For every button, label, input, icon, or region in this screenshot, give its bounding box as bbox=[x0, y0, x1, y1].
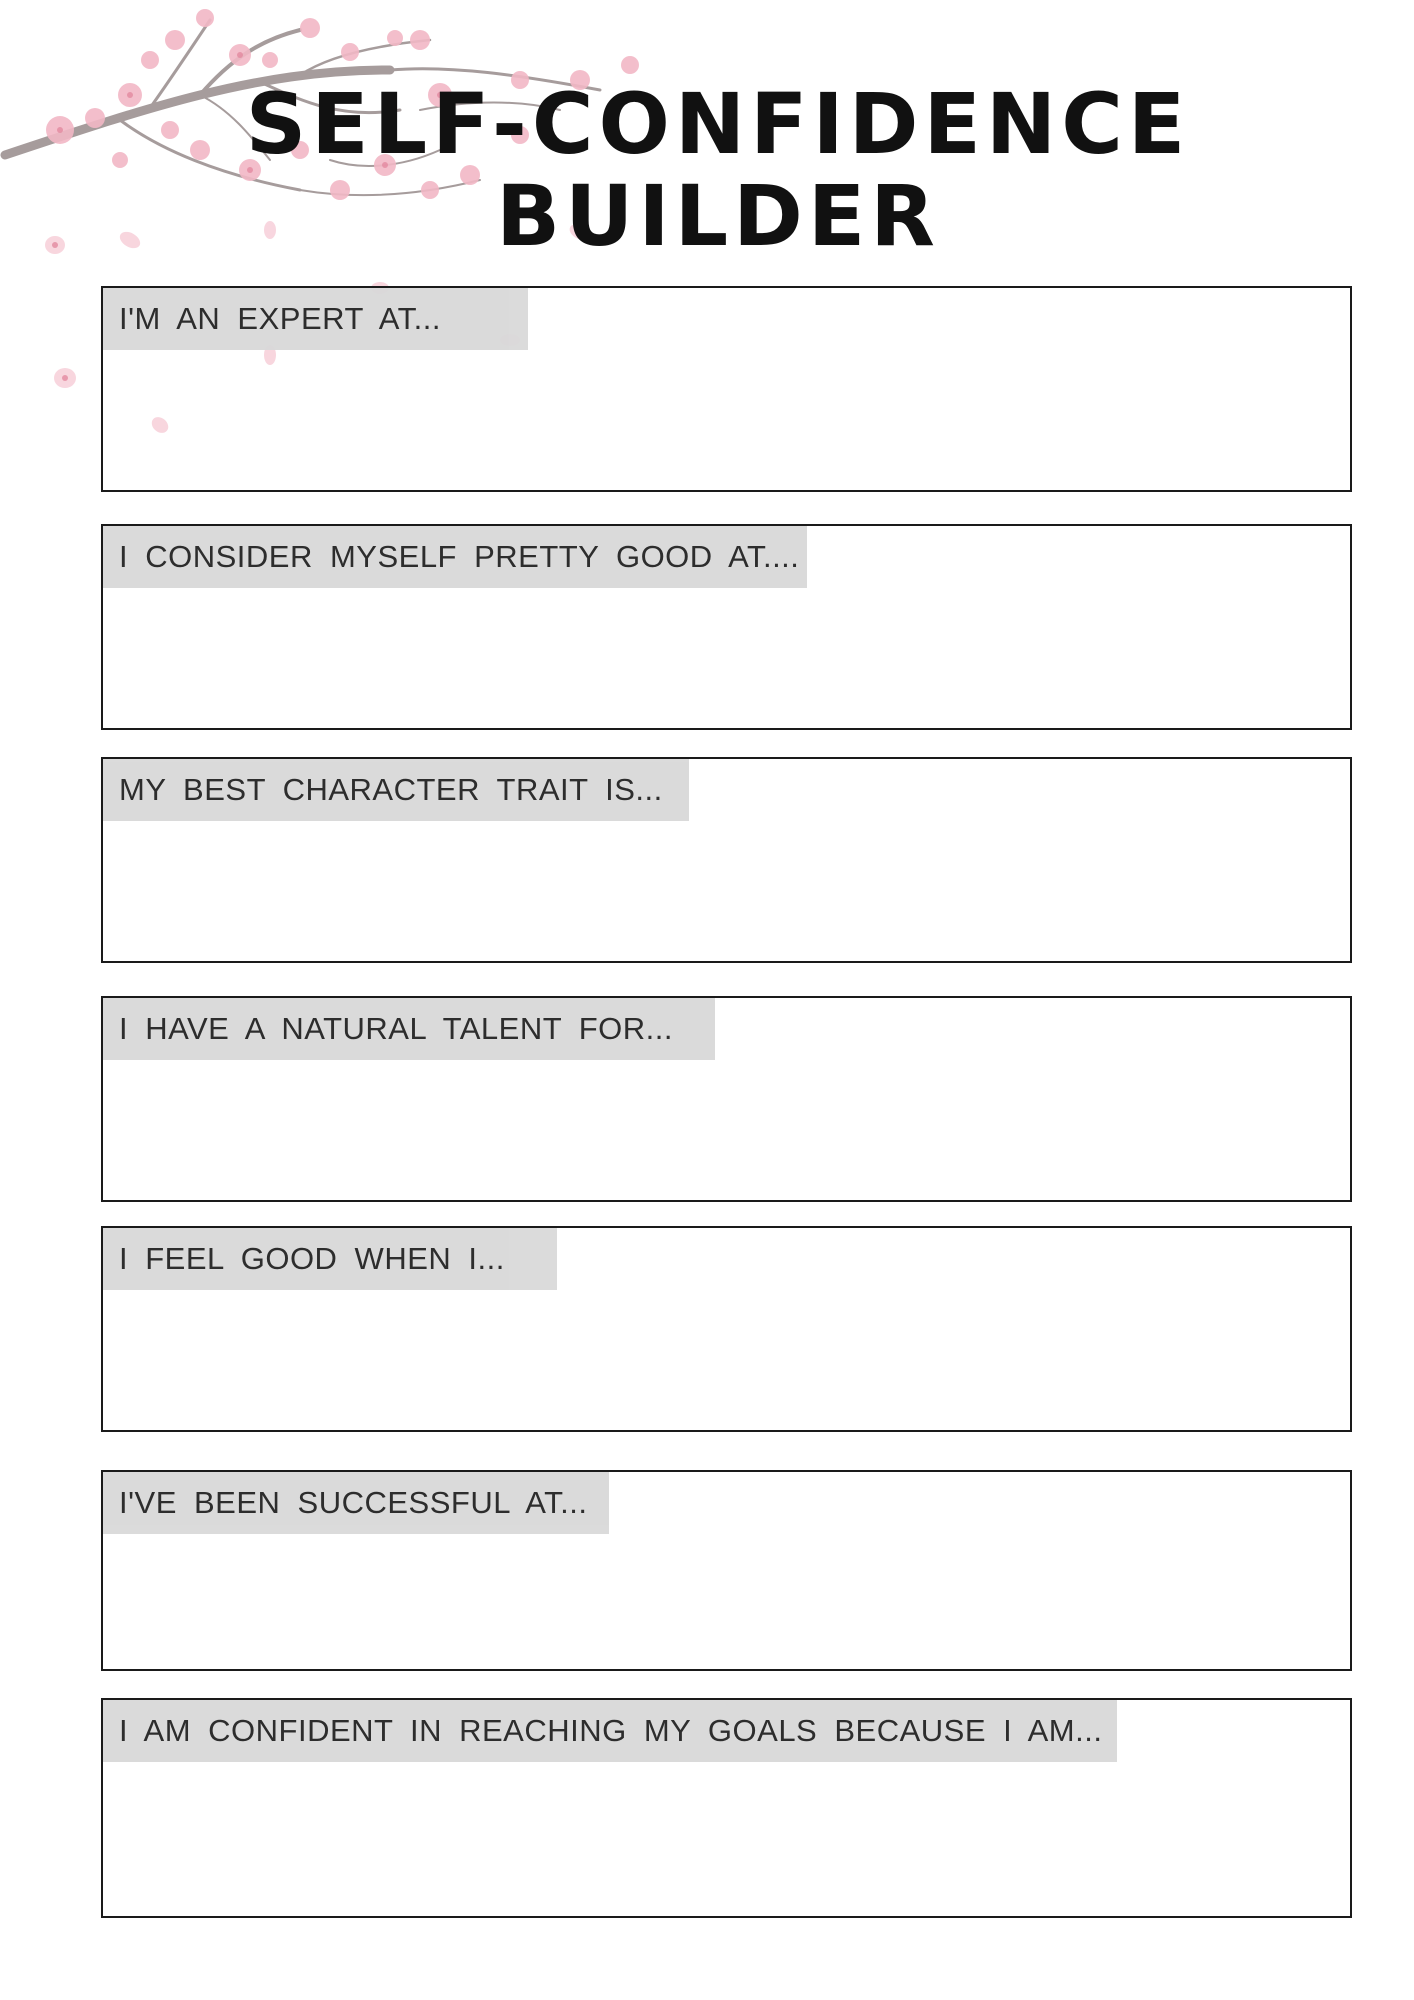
prompt-label: MY BEST CHARACTER TRAIT IS... bbox=[103, 759, 689, 821]
prompt-box-natural-talent[interactable] bbox=[101, 996, 1352, 1202]
prompt-label: I HAVE A NATURAL TALENT FOR... bbox=[103, 998, 715, 1060]
prompt-box-expert-at[interactable] bbox=[101, 286, 1352, 492]
prompt-label: I'M AN EXPERT AT... bbox=[103, 288, 528, 350]
prompt-box-been-successful-at[interactable] bbox=[101, 1470, 1352, 1671]
prompt-label: I CONSIDER MYSELF PRETTY GOOD AT.... bbox=[103, 526, 807, 588]
prompt-box-confident-reaching-goals[interactable] bbox=[101, 1698, 1352, 1918]
prompt-label: I FEEL GOOD WHEN I... bbox=[103, 1228, 557, 1290]
prompt-box-best-character-trait[interactable] bbox=[101, 757, 1352, 963]
page-title: SELF-CONFIDENCE BUILDER bbox=[245, 75, 1191, 266]
prompt-box-feel-good-when[interactable] bbox=[101, 1226, 1352, 1432]
prompt-box-pretty-good-at[interactable] bbox=[101, 524, 1352, 730]
prompt-label: I'VE BEEN SUCCESSFUL AT... bbox=[103, 1472, 609, 1534]
prompt-label: I AM CONFIDENT IN REACHING MY GOALS BECAUSE I AM... bbox=[103, 1700, 1117, 1762]
